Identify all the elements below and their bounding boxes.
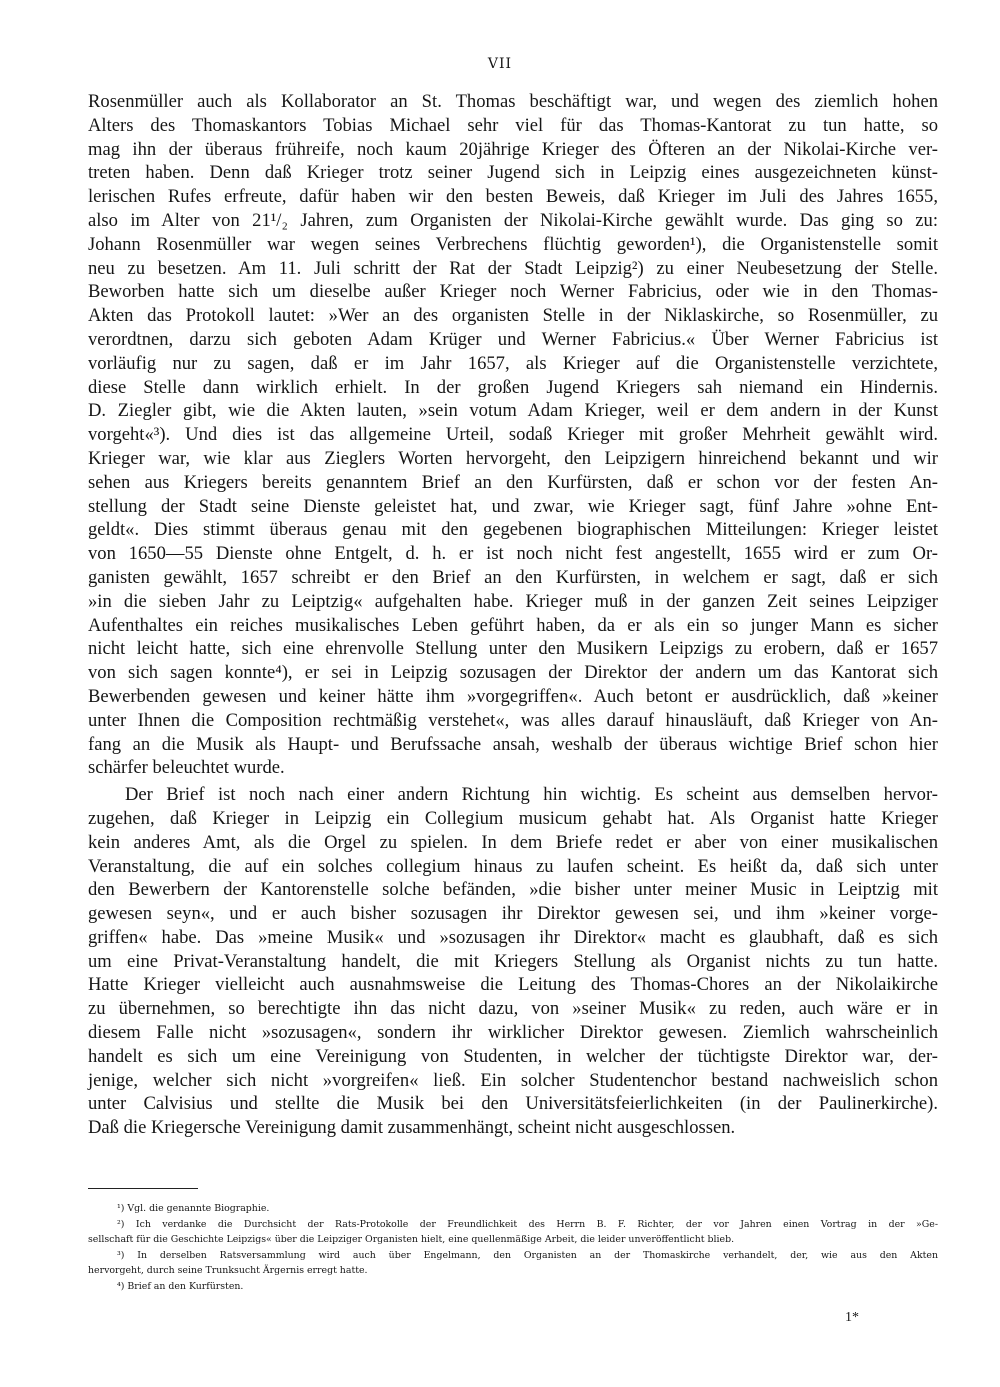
- body-line: lerischen Rufes erfreute, dafür haben wir den besten Beweis, daß Krieger im Juli des Jahres 1655,: [88, 186, 938, 208]
- body-line: den Bewerbern der Kantorenstelle solche befänden, »die bisher unter meiner Music in Leiptzig mit: [88, 879, 938, 901]
- body-line: Johann Rosenmüller war wegen seines Verbrechens flüchtig geworden¹), die Organistenstelle somit: [88, 233, 938, 255]
- body-line: Daß die Kriegersche Vereinigung damit zusammenhängt, scheint nicht ausgeschlossen.: [88, 1117, 736, 1139]
- body-line: kein anderes Amt, als die Orgel zu spielen. In dem Briefe redet er aber von einer musikalischen: [88, 831, 938, 853]
- body-line: treten haben. Denn daß Krieger trotz seiner Jugend sich in Leipzig eines ausgezeichneten künst-: [88, 162, 938, 184]
- body-line: von sich sagen konnte⁴), er sei in Leipzig sozusagen der Direktor der andern um das Kantorat sich: [88, 662, 938, 684]
- body-line: von 1650—55 Dienste ohne Entgelt, d. h. er ist noch nicht fest angestellt, 1655 wird er zum Or-: [88, 543, 938, 565]
- body-line: stellung der Stadt seine Dienste geleistet hat, und zwar, wie Krieger sagt, fünf Jahre »ohne Ent-: [88, 495, 938, 517]
- body-line: also im Alter von 21¹/₂ Jahren, zum Organisten der Nikolai-Kirche gewählt wurde. Das ging so zu:: [88, 209, 938, 231]
- body-line: griffen« habe. Das »meine Musik« und »sozusagen ihr Direktor« macht es glaubhaft, daß es sich: [88, 926, 938, 948]
- body-line: unter Calvisius und stellte die Musik bei den Universitätsfeierlichkeiten (in der Paulinerkirche).: [88, 1093, 938, 1115]
- footnote-line: ⁴) Brief an den Kurfürsten.: [117, 1280, 244, 1292]
- body-line: schärfer beleuchtet wurde.: [88, 757, 285, 779]
- body-line: zu übernehmen, so berechtigte ihn das nicht dazu, von »seiner Musik« zu reden, auch wäre er in: [88, 998, 938, 1020]
- body-line: diesem Falle nicht »sozusagen«, sondern ihr wirklicher Direktor gewesen. Ziemlich wahrscheinlich: [88, 1022, 938, 1044]
- body-line: Der Brief ist noch nach einer andern Richtung hin wichtig. Es scheint aus demselben hervor-: [125, 784, 938, 806]
- body-line: Krieger war, wie klar aus Zieglers Worten hervorgeht, den Leipzigern hinreichend bekannt und wir: [88, 447, 938, 469]
- body-line: gewesen seyn«, und er auch bisher sozusagen ihr Direktor gewesen sei, und ihm »keiner vorge-: [88, 903, 938, 925]
- body-line: Beworben hatte sich um dieselbe außer Krieger noch Werner Fabricius, oder wie in den Thomas-: [88, 281, 938, 303]
- body-line: ganisten gewählt, 1657 schreibt er den Brief an den Kurfürsten, in welchem er sagt, daß er sich: [88, 566, 938, 588]
- body-line: Veranstaltung, die auf ein solches collegium hinaus zu laufen scheint. Es heißt da, daß sich unter: [88, 855, 938, 877]
- body-line: fang an die Musik als Haupt- und Berufssache ansah, weshalb der überaus wichtige Brief schon hier: [88, 733, 938, 755]
- body-line: handelt es sich um eine Vereinigung von Studenten, in welcher der tüchtigste Direktor war, der-: [88, 1045, 938, 1067]
- body-line: »in die sieben Jahr zu Leiptzig« aufgehalten habe. Krieger muß in der ganzen Zeit seines Leipziger: [88, 590, 938, 612]
- signature-mark: 1*: [845, 1310, 859, 1325]
- footnote-line: ¹) Vgl. die genannte Biographie.: [117, 1203, 270, 1214]
- body-text: [88, 90, 938, 1140]
- body-line: Hatte Krieger vielleicht auch ausnahmsweise die Leitung des Thomas-Chores an der Nikolaikirche: [88, 974, 938, 996]
- body-line: Aufenthaltes ein reiches musikalisches Leben geführt haben, da er als ein so junger Mann es sicher: [88, 614, 938, 636]
- body-line: zugehen, daß Krieger in Leipzig ein Collegium musicum gehabt hat. Als Organist hatte Krieger: [88, 807, 938, 829]
- footnote-line: ³) In derselben Ratsversammlung wird auch über Engelmann, den Organisten an der Thomaskirche verhandelt, der, wie aus den Akten: [117, 1249, 938, 1261]
- body-line: unter Ihnen die Composition rechtmäßig verstehet«, was alles darauf hinausläuft, daß Krieger von An-: [88, 709, 938, 731]
- body-line: um eine Privat-Veranstaltung handelt, die mit Kriegers Stellung als Organist nichts zu tun hatte.: [88, 950, 938, 972]
- body-line: jenige, welcher sich nicht »vorgreifen« ließ. Ein solcher Studentenchor bestand nachweislich schon: [88, 1069, 938, 1091]
- body-line: Alters des Thomaskantors Tobias Michael sehr viel für das Thomas-Kantorat zu tun hatte, so: [88, 114, 938, 136]
- body-line: diese Stelle dann wirklich erhielt. In der großen Jugend Kriegers sah niemand ein Hindernis.: [88, 376, 938, 398]
- footnote-line: ²) Ich verdanke die Durchsicht der Rats-Protokolle der Freundlichkeit des Herrn B. F. Richter, der vor Jahren einen Vortrag in der »Ge-: [117, 1218, 938, 1230]
- body-line: nicht leicht hatte, sich eine ehrenvolle Stellung unter den Musikern Leipzigs zu erobern, daß er 1657: [88, 638, 938, 660]
- body-line: vorläufig nur zu sagen, daß er im Jahr 1657, als Krieger auf die Organistenstelle verzichtete,: [88, 352, 938, 374]
- footnote-line: sellschaft für die Geschichte Leipzigs« über die Leipziger Organisten hielt, eine quellenmäßige Arbeit, die leider unveröffentlicht blieb.: [88, 1234, 735, 1245]
- body-line: sehen aus Kriegers bereits genanntem Brief an den Kurfürsten, daß er schon vor der festen An-: [88, 471, 938, 493]
- body-line: vorgeht«³). Und dies ist das allgemeine Urteil, sodaß Krieger mit großer Mehrheit gewählt wird.: [88, 424, 938, 446]
- body-line: Bewerbenden gewesen und keiner hätte ihm »vorgegriffen«. Auch betont er ausdrücklich, daß »keiner: [88, 685, 938, 707]
- body-line: geldt«. Dies stimmt überaus genau mit den gegebenen biographischen Mitteilungen: Krieger leistet: [88, 519, 938, 541]
- footnote-line: hervorgeht, durch seine Trunksucht Ärgernis erregt hatte.: [88, 1265, 368, 1276]
- body-line: D. Ziegler gibt, wie die Akten lauten, »sein votum Adam Krieger, weil er dem andern in der Kunst: [88, 400, 938, 422]
- footnotes: [88, 1201, 938, 1294]
- page-number: VII: [487, 56, 513, 72]
- body-line: verordtnen, darzu sich geboten Adam Krüger und Werner Fabricius.« Über Werner Fabricius ist: [88, 328, 938, 350]
- footnote-divider: [88, 1188, 198, 1189]
- body-line: Akten das Protokoll lautet: »Wer an des organisten Stelle in der Niklaskirche, so Rosenmüller, zu: [88, 305, 938, 327]
- body-line: neu zu besetzen. Am 11. Juli schritt der Rat der Stadt Leipzig²) zu einer Neubesetzung der Stelle.: [88, 257, 938, 279]
- body-line: Rosenmüller auch als Kollaborator an St. Thomas beschäftigt war, und wegen des ziemlich hohen: [88, 91, 938, 112]
- body-line: mag ihn der überaus frühreife, noch kaum 20jährige Krieger des Öfteren an der Nikolai-Kirche ver-: [88, 138, 938, 160]
